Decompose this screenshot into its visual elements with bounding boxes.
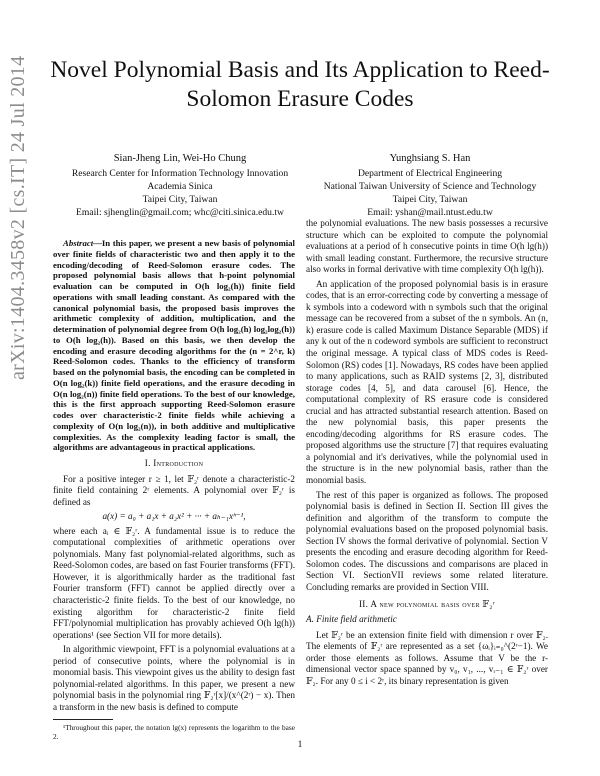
author-block-1 <box>50 152 310 219</box>
footnote: ¹Throughout this paper, the notation lg(x) represents the logarithm to the base 2. <box>53 723 295 742</box>
author-affiliation: Academia Sinica <box>147 181 213 192</box>
footnote-rule <box>53 719 113 720</box>
author-email: Email: sjhenglin@gmail.com; whc@citi.sinica.edu.tw <box>76 207 284 218</box>
section-heading-new-basis: II. A new polynomial basis over 𝔽₂ʳ <box>358 598 496 609</box>
paragraph: An application of the proposed polynomial basis is in erasure codes, that is an error-correcting code by converting a message of k symbols into a codeword with n symbols such that the original message can be recovered from a subset of the n symbols. An (n, k) erasure code is called Maximum Distance Separable (MDS) if any k out of the n codeword symbols are sufficient to reconstruct the original message. A typical class of MDS codes is Reed-Solomon (RS) codes [1]. Nowadays, RS codes have been applied to many applications, such as RAID systems [2, 3], distributed storage codes [4, 5], and data carousel [6]. Hence, the computational complexity of RS erasure code is considered crucial and has attracted substantial research attention. Based on the new polynomial basis, this paper presents the encoding/decoding algorithms for RS erasure codes. The proposed algorithms use the structure [7] that requires evaluating a polynomial and it's derivatives, while the polynomial used in the structure is in the new polynomial basis, rather than the monomial basis. <box>306 278 548 486</box>
author-affiliation: Department of Electrical Engineering <box>357 168 503 179</box>
author-affiliation: Research Center for Information Technology Innovation <box>71 168 289 179</box>
subsection-heading: A. Finite field arithmetic <box>306 614 397 625</box>
author-block-2 <box>300 152 560 219</box>
author-affiliation: National Taiwan University of Science and Technology <box>323 181 537 192</box>
author-location: Taipei City, Taiwan <box>392 194 468 205</box>
paragraph: The rest of this paper is organized as follows. The proposed polynomial basis is defined in Section II. Section III gives the definition and algorithm of the transform to compute the polynomial evaluations based on the proposed polynomial basis. Section IV shows the formal derivative of polynomial. Section V presents the encoding and erasure decoding algorithm for Reed-Solomon codes. The discussions and comparisons are placed in Section VI. SectionVII reviews some related literature. Concluding remarks are provided in Section VIII. <box>306 489 548 592</box>
author-names: Sian-Jheng Lin, Wei-Ho Chung <box>113 153 247 164</box>
left-column <box>53 238 295 744</box>
paragraph: Let 𝔽₂ʳ be an extension finite field with dimension r over 𝔽₂. The elements of 𝔽₂ʳ are represented as a set {ωᵢ}ᵢ₌₀^(2ʳ−1). We order those elements as follows. Assume that V be the r-dimensional vector space spanned by v₀, v₁, ..., vᵣ₋₁ ∈ 𝔽₂ʳ over 𝔽₂. For any 0 ≤ i < 2ʳ, its binary representation is given <box>306 629 548 686</box>
paper-title: Novel Polynomial Basis and Its Application to Reed-Solomon Erasure Codes <box>50 57 550 112</box>
author-names: Yunghsiang S. Han <box>389 153 471 164</box>
right-column <box>306 218 548 690</box>
equation: a(x) = a₀ + a₁x + a₂x² + ··· + aₕ₋₁xʰ⁻¹, <box>102 511 246 522</box>
abstract-label: Abstract <box>63 238 94 248</box>
paragraph: In algorithmic viewpoint, FFT is a polynomial evaluations at a period of consecutive points, where the polynomial is in monomial basis. This viewpoint gives us the ability to design fast polynomial-related algorithms. In this paper, we present a new polynomial basis in the polynomial ring 𝔽₂ʳ[x]/(x^(2ʳ) − x). Then a transform in the new basis is defined to compute <box>53 644 295 712</box>
author-email: Email: yshan@mail.ntust.edu.tw <box>367 207 493 218</box>
paragraph: where each aᵢ ∈ 𝔽₂ʳ. A fundamental issue is to reduce the computational complexities of arithmetic operations over polynomials. Many fast polynomial-related algorithms, such as Reed-Solomon codes, are based on fast Fourier transforms (FFT). However, it is algorithmically harder as the traditional fast Fourier transform (FFT) cannot be applied directly over a characteristic-2 finite fields. To the best of our knowledge, no existing algorithm for characteristic-2 finite field FFT/polynomial multiplication has provably achieved O(h lg(h)) operations¹ (see Section VII for more details). <box>53 525 295 640</box>
paragraph: the polynomial evaluations. The new basis possesses a recursive structure which can be exploited to compute the polynomial evaluations at a period of h consecutive points in time O(h lg(h)) with small leading constant. Furthermore, the recursive structure also works in formal derivative with time complexity O(h lg(h)). <box>306 218 548 275</box>
author-location: Taipei City, Taiwan <box>142 194 218 205</box>
arxiv-stamp: arXiv:1404.3458v2 [cs.IT] 24 Jul 2014 <box>7 55 29 380</box>
paragraph: For a positive integer r ≥ 1, let 𝔽₂ʳ denote a characteristic-2 finite field containing 2ʳ elements. A polynomial over 𝔽₂ʳ is defined as <box>53 473 295 507</box>
page-number: 1 <box>297 740 303 750</box>
abstract <box>53 238 295 453</box>
abstract-text: —In this paper, we present a new basis of polynomial over finite fields of characteristic two and then apply it to the encoding/decoding of Reed-Solomon erasure codes. The proposed polynomial basis allows that h-point polynomial evaluation can be computed in O(h log₂(h)) finite field operations with small leading constant. As compared with the canonical polynomial basis, the proposed basis improves the arithmetic complexity of addition, multiplication, and the determination of polynomial degree from O(h log₂(h) log₂log₂(h)) to O(h log₂(h)). Based on this basis, we then develop the encoding and erasure decoding algorithms for the (n = 2^r, k) Reed-Solomon codes. Thanks to the efficiency of transform based on the polynomial basis, the encoding can be completed in O(n log₂(k)) finite field operations, and the erasure decoding in O(n log₂(n)) finite field operations. To the best of our knowledge, this is the first approach supporting Reed-Solomon erasure codes over characteristic-2 finite fields while achieving a complexity of O(n log₂(n)), in both additive and multiplicative complexities. As the complexity leading factor is small, the algorithms are advantageous in practical applications. <box>53 238 295 453</box>
section-heading-introduction: I. Introduction <box>144 458 204 468</box>
